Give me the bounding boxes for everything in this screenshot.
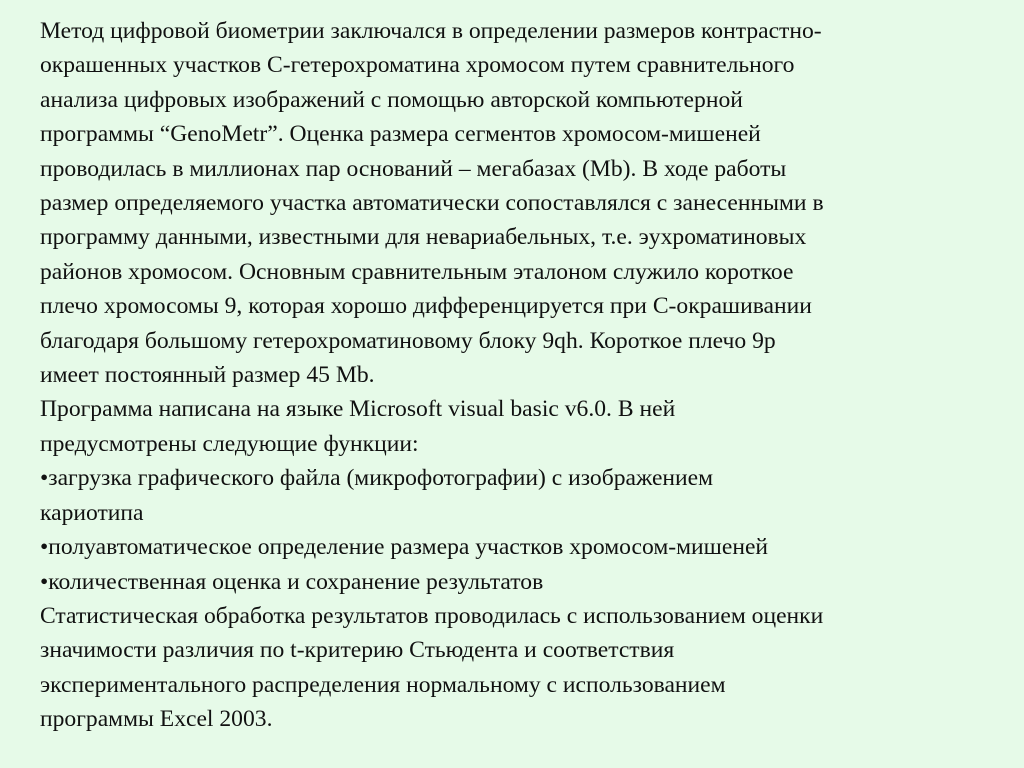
text-line: окрашенных участков С-гетерохроматина хромосом путем сравнительного — [40, 52, 795, 79]
text-line: предусмотрены следующие функции: — [40, 430, 419, 457]
text-line: Программа написана на языке Microsoft visual basic v6.0. В ней — [40, 396, 676, 423]
text-line: программы “GenoMetr”. Оценка размера сегментов хромосом-мишеней — [40, 121, 761, 148]
text-line: Статистическая обработка результатов проводилась с использованием оценки — [40, 602, 824, 629]
text-line: благодаря большому гетерохроматиновому блоку 9qh. Короткое плечо 9p — [40, 327, 776, 354]
text-line: экспериментального распределения нормальному с использованием — [40, 671, 726, 698]
statistics-paragraph — [40, 599, 995, 737]
list-item: •полуавтоматическое определение размера участков хромосом-мишеней — [40, 534, 769, 561]
text-line: программы Excel 2003. — [40, 706, 273, 733]
text-line: районов хромосом. Основным сравнительным эталоном служило короткое — [40, 258, 794, 285]
list-item: •количественная оценка и сохранение результатов — [40, 568, 544, 595]
text-line: плечо хромосомы 9, которая хорошо дифференцируется при С-окрашивании — [40, 293, 812, 320]
text-line: программу данными, известными для невариабельных, т.е. эухроматиновых — [40, 224, 807, 251]
slide-text-body — [40, 14, 995, 737]
program-paragraph — [40, 392, 995, 461]
text-line: размер определяемого участка автоматически сопоставлялся с занесенными в — [40, 190, 824, 217]
text-line: проводилась в миллионах пар оснований – мегабазах (Mb). В ходе работы — [40, 155, 787, 182]
list-item-continuation: кариотипа — [40, 499, 144, 526]
list-item: •загрузка графического файла (микрофотографии) с изображением — [40, 465, 714, 492]
text-line: имеет постоянный размер 45 Mb. — [40, 362, 375, 389]
text-line: анализа цифровых изображений с помощью авторской компьютерной — [40, 86, 743, 113]
text-line: значимости различия по t-критерию Стьюдента и соответствия — [40, 637, 675, 664]
methods-paragraph — [40, 14, 995, 392]
text-line: Метод цифровой биометрии заключался в определении размеров контрастно- — [40, 18, 822, 44]
functions-list — [40, 461, 995, 599]
